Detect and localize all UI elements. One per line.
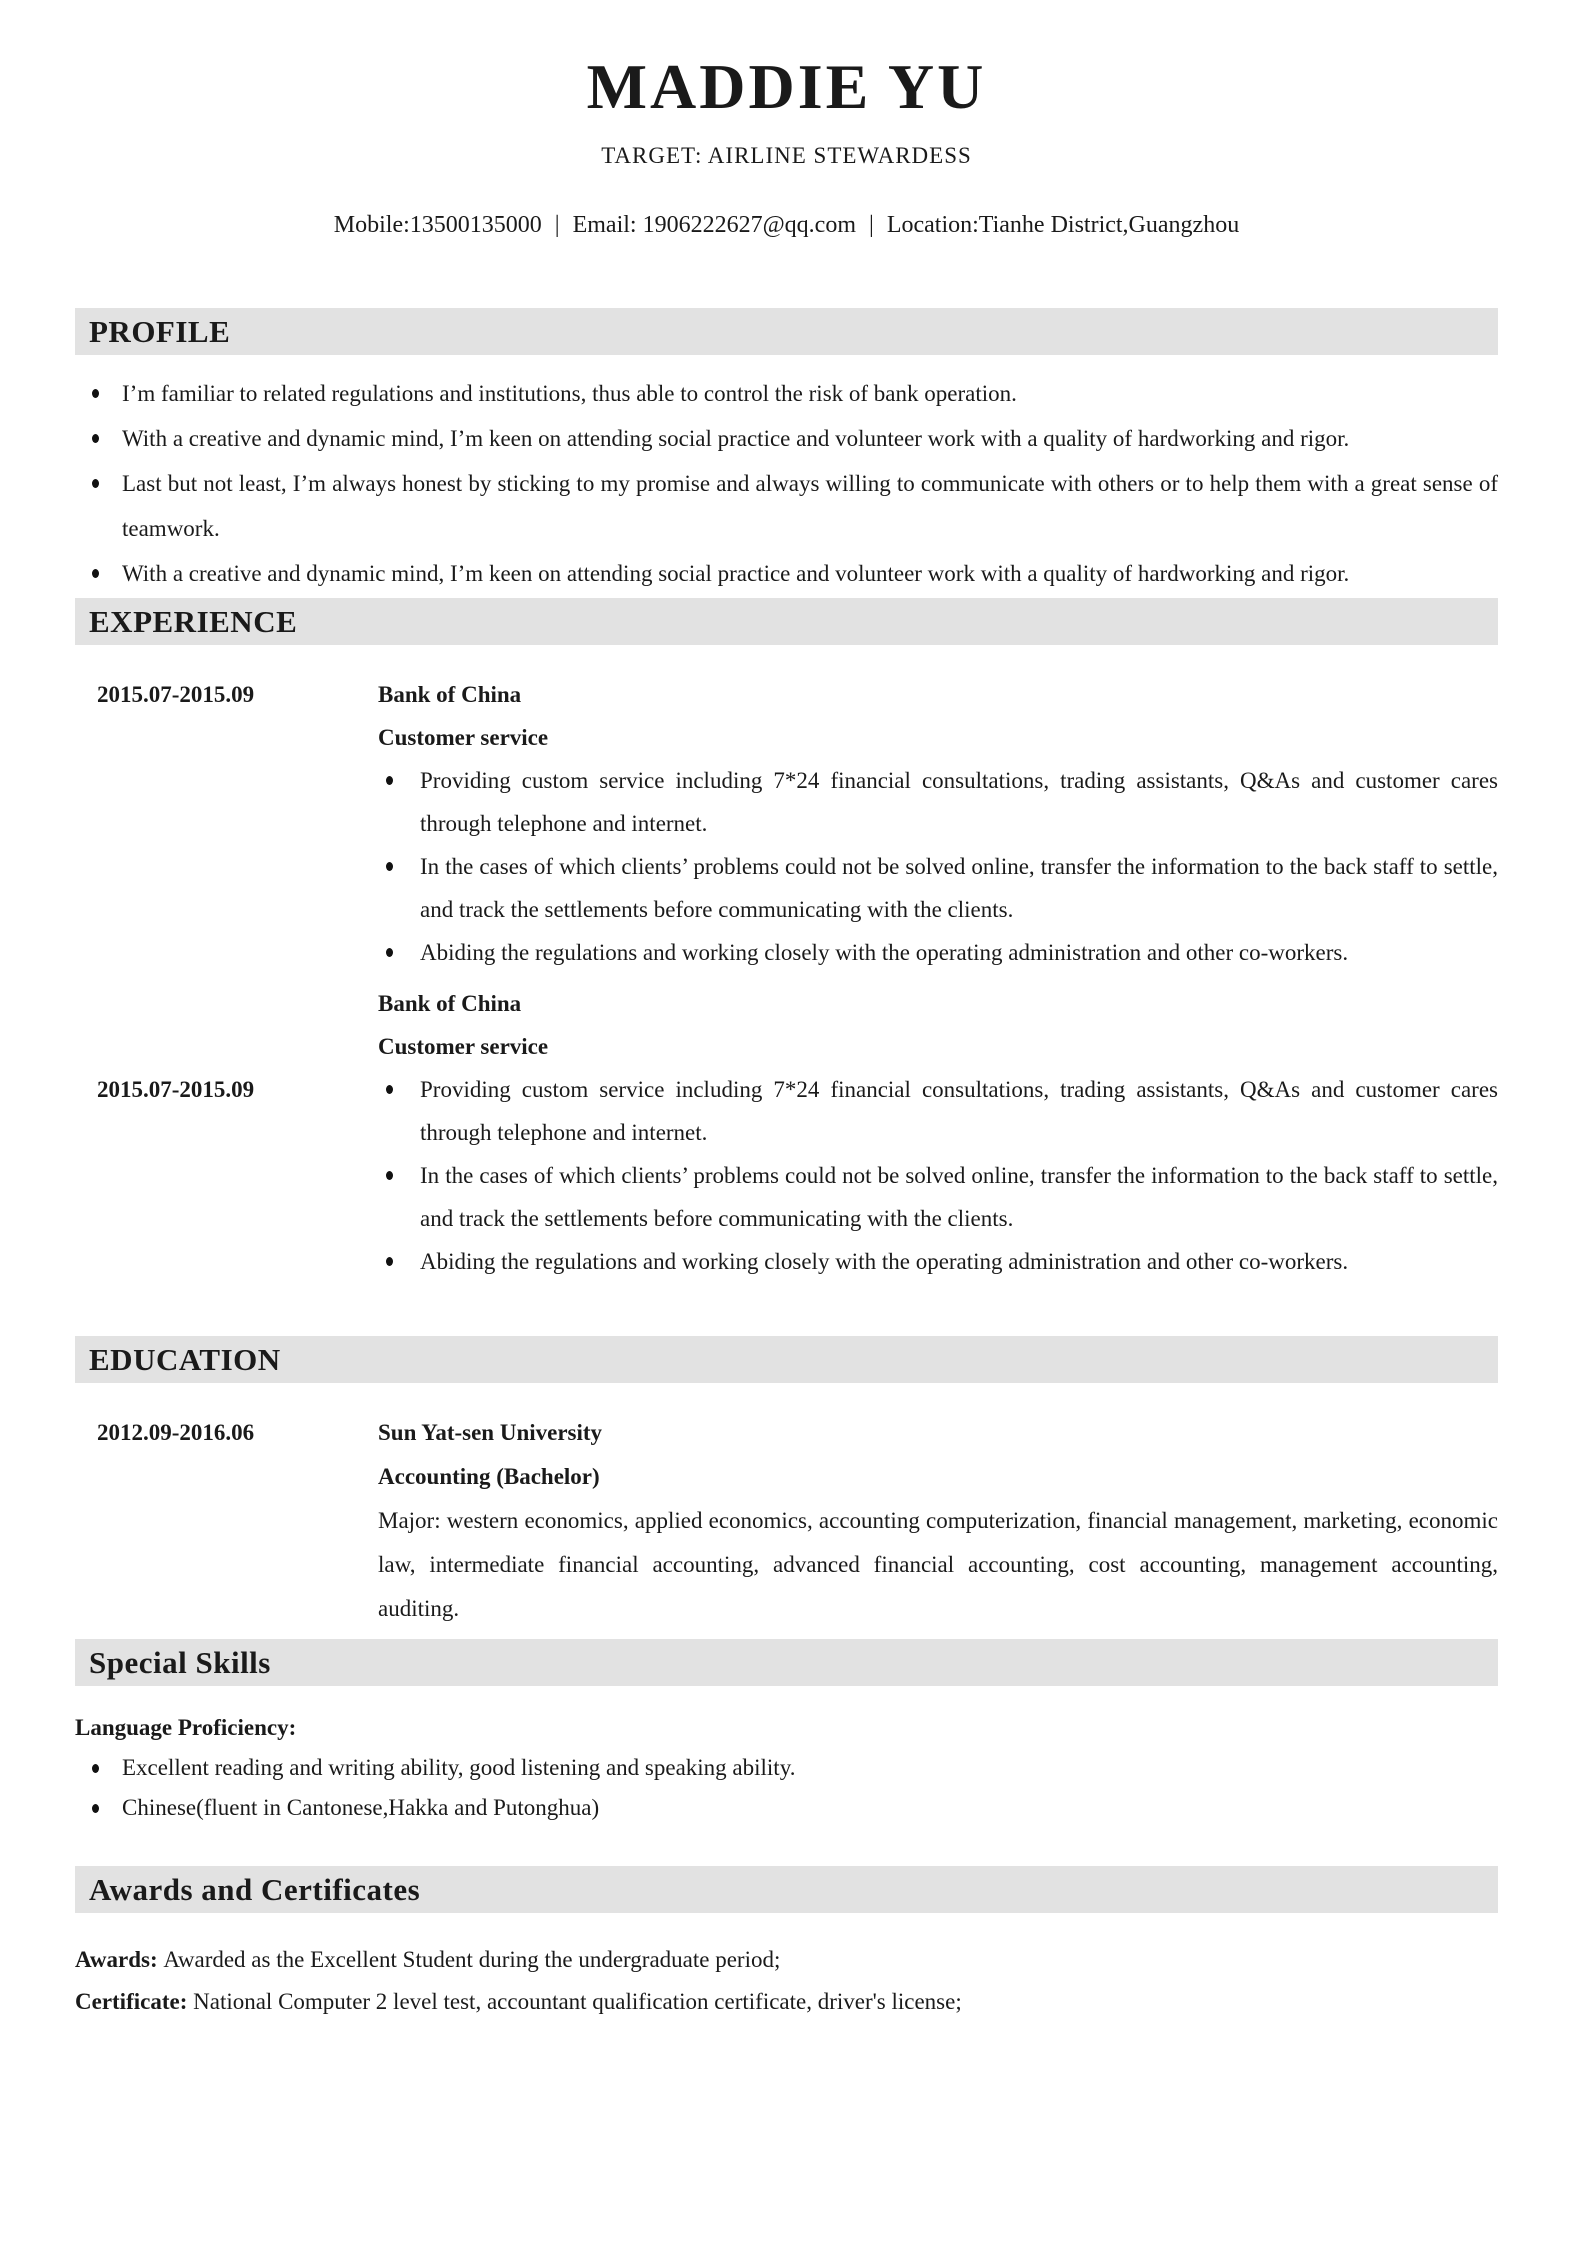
special-skills-section-header: Special Skills (75, 1639, 1498, 1686)
profile-section (75, 308, 1498, 596)
date-column (75, 982, 378, 1283)
bullet-icon (386, 1257, 393, 1266)
experience-bullet-text: Abiding the regulations and working closely with the operating administration and other co-workers. (420, 940, 1349, 965)
skills-list (75, 1748, 1498, 1828)
experience-bullet-text: In the cases of which clients’ problems could not be solved online, transfer the information to the back staff to settle, and track the settlements before communicating with the clients. (420, 854, 1498, 922)
profile-bullet-text: I’m familiar to related regulations and institutions, thus able to control the risk of bank operation. (122, 381, 1017, 406)
award-text: Awarded as the Excellent Student during the undergraduate period; (163, 1947, 781, 1972)
special-skills-section (75, 1639, 1498, 1828)
skill-bullet-text: Excellent reading and writing ability, good listening and speaking ability. (122, 1755, 796, 1780)
list-item (75, 461, 1498, 551)
bullet-icon (386, 1085, 393, 1094)
list-item (75, 1788, 1498, 1828)
bullet-icon (92, 569, 99, 578)
experience-content (378, 673, 1498, 974)
skill-bullet-text: Chinese(fluent in Cantonese,Hakka and Putonghua) (122, 1795, 600, 1820)
awards-list (75, 1939, 1498, 2023)
bullet-icon (92, 479, 99, 488)
profile-section-header: PROFILE (75, 308, 1498, 355)
bullet-icon (92, 434, 99, 443)
profile-list (75, 371, 1498, 596)
list-item (75, 1748, 1498, 1788)
candidate-name: MADDIE YU (586, 51, 987, 122)
experience-content (378, 982, 1498, 1283)
award-label: Awards: (75, 1947, 164, 1972)
list-item (75, 371, 1498, 416)
contact-separator: | (554, 212, 560, 238)
certificate-text: National Computer 2 level test, accountant qualification certificate, driver's license; (193, 1989, 962, 2014)
bullet-icon (92, 389, 99, 398)
language-proficiency-label: Language Proficiency: (75, 1715, 297, 1740)
contact-line (75, 210, 1498, 240)
list-item (378, 1154, 1498, 1240)
position-title: Customer service (378, 1034, 549, 1059)
contact-mobile: Mobile:13500135000 (333, 212, 542, 238)
experience-bullet-text: Providing custom service including 7*24 financial consultations, trading assistants, Q&As and customer cares through telephone and internet. (420, 1077, 1498, 1145)
education-entry (75, 1411, 1498, 1631)
bullet-icon (386, 776, 393, 785)
school-name: Sun Yat-sen University (378, 1420, 603, 1445)
awards-section-header: Awards and Certificates (75, 1866, 1498, 1913)
certificate-label: Certificate: (75, 1989, 194, 2014)
date-column (75, 1411, 378, 1631)
bullet-icon (92, 1804, 99, 1813)
bullet-icon (386, 1171, 393, 1180)
experience-bullets (378, 1068, 1498, 1283)
education-section-header: EDUCATION (75, 1336, 1498, 1383)
list-item (75, 551, 1498, 596)
experience-section-header: EXPERIENCE (75, 598, 1498, 645)
list-item (378, 1068, 1498, 1154)
education-section (75, 1336, 1498, 1631)
experience-entry (75, 673, 1498, 974)
list-item (378, 1240, 1498, 1283)
bullet-icon (92, 1764, 99, 1773)
experience-entry (75, 982, 1498, 1283)
target-line: TARGET: AIRLINE STEWARDESS (601, 143, 972, 168)
experience-date: 2015.07-2015.09 (97, 1077, 255, 1102)
experience-section (75, 598, 1498, 1283)
education-date: 2012.09-2016.06 (97, 1420, 255, 1445)
list-item (75, 416, 1498, 461)
profile-bullet-text: With a creative and dynamic mind, I’m keen on attending social practice and volunteer work with a quality of hardworking and rigor. (122, 561, 1350, 586)
date-column (75, 673, 378, 974)
list-item (378, 759, 1498, 845)
awards-section (75, 1866, 1498, 2023)
experience-bullets (378, 759, 1498, 974)
experience-bullet-text: In the cases of which clients’ problems could not be solved online, transfer the information to the back staff to settle, and track the settlements before communicating with the clients. (420, 1163, 1498, 1231)
contact-location: Location:Tianhe District,Guangzhou (886, 212, 1240, 238)
profile-bullet-text: Last but not least, I’m always honest by sticking to my promise and always willing to communicate with others or to help them with a great sense of teamwork. (122, 471, 1498, 541)
contact-separator: | (869, 212, 874, 238)
award-item (75, 1939, 1498, 1981)
list-item (378, 845, 1498, 931)
company-name: Bank of China (378, 682, 522, 707)
education-content (378, 1411, 1498, 1631)
resume-header (75, 0, 1498, 240)
profile-bullet-text: With a creative and dynamic mind, I’m keen on attending social practice and volunteer work with a quality of hardworking and rigor. (122, 426, 1350, 451)
degree-name: Accounting (Bachelor) (378, 1464, 600, 1489)
experience-bullet-text: Providing custom service including 7*24 financial consultations, trading assistants, Q&As and customer cares through telephone and internet. (420, 768, 1498, 836)
company-name: Bank of China (378, 991, 522, 1016)
experience-date: 2015.07-2015.09 (97, 682, 255, 707)
bullet-icon (386, 862, 393, 871)
education-description: Major: western economics, applied economics, accounting computerization, financial management, marketing, economic law, intermediate financial accounting, advanced financial accounting, cost accounting, management accounting, auditing. (378, 1508, 1498, 1621)
list-item (378, 931, 1498, 974)
contact-email: Email: 1906222627@qq.com (572, 212, 856, 238)
experience-bullet-text: Abiding the regulations and working closely with the operating administration and other co-workers. (420, 1249, 1349, 1274)
position-title: Customer service (378, 725, 549, 750)
certificate-item (75, 1981, 1498, 2023)
bullet-icon (386, 948, 393, 957)
